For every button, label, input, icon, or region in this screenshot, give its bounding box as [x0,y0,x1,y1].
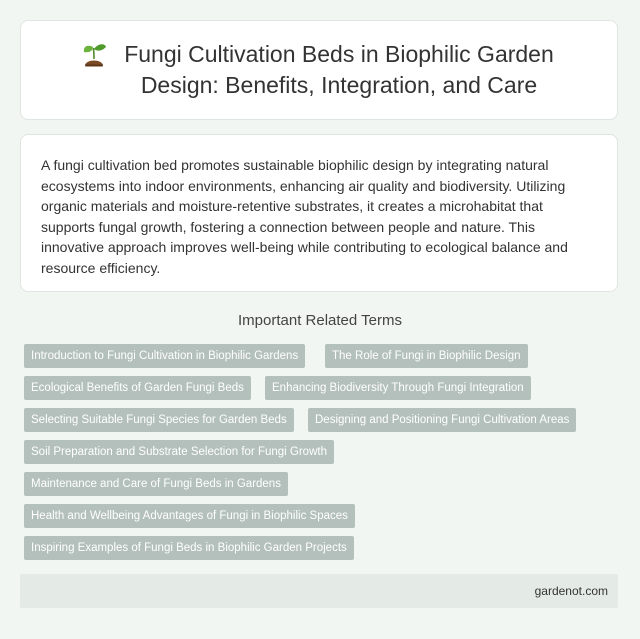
intro-card [20,134,618,292]
term-tag[interactable]: Maintenance and Care of Fungi Beds in Gardens [24,472,288,496]
sprout-icon [79,41,119,71]
footer-site-link[interactable]: gardenot.com [534,584,608,598]
term-tag[interactable]: Ecological Benefits of Garden Fungi Beds [24,376,251,400]
term-tag[interactable]: Health and Wellbeing Advantages of Fungi in Biophilic Spaces [24,504,355,528]
title-card [20,20,618,120]
title-wrap [79,39,559,101]
footer [20,574,618,608]
page-title: Fungi Cultivation Beds in Biophilic Garden Design: Benefits, Integration, and Care [124,41,554,98]
term-tag[interactable]: Enhancing Biodiversity Through Fungi Integration [265,376,531,400]
term-tag[interactable]: Selecting Suitable Fungi Species for Garden Beds [24,408,294,432]
term-tag[interactable]: Designing and Positioning Fungi Cultivation Areas [308,408,576,432]
terms-heading: Important Related Terms [238,312,402,329]
term-tag[interactable]: The Role of Fungi in Biophilic Design [325,344,528,368]
term-tag[interactable]: Soil Preparation and Substrate Selection for Fungi Growth [24,440,334,464]
term-tag[interactable]: Inspiring Examples of Fungi Beds in Biophilic Garden Projects [24,536,354,560]
term-tag[interactable]: Introduction to Fungi Cultivation in Biophilic Gardens [24,344,305,368]
intro-paragraph: A fungi cultivation bed promotes sustainable biophilic design by integrating natural ecosystems into indoor environments, enhancing air quality and biodiversity. Utilizing organic materials and moisture-retentive substrates, it creates a microhabitat that supports fungal growth, fostering a connection between people and nature. This innovative approach improves well-being while contributing to ecological balance and resource efficiency. [41,157,568,276]
